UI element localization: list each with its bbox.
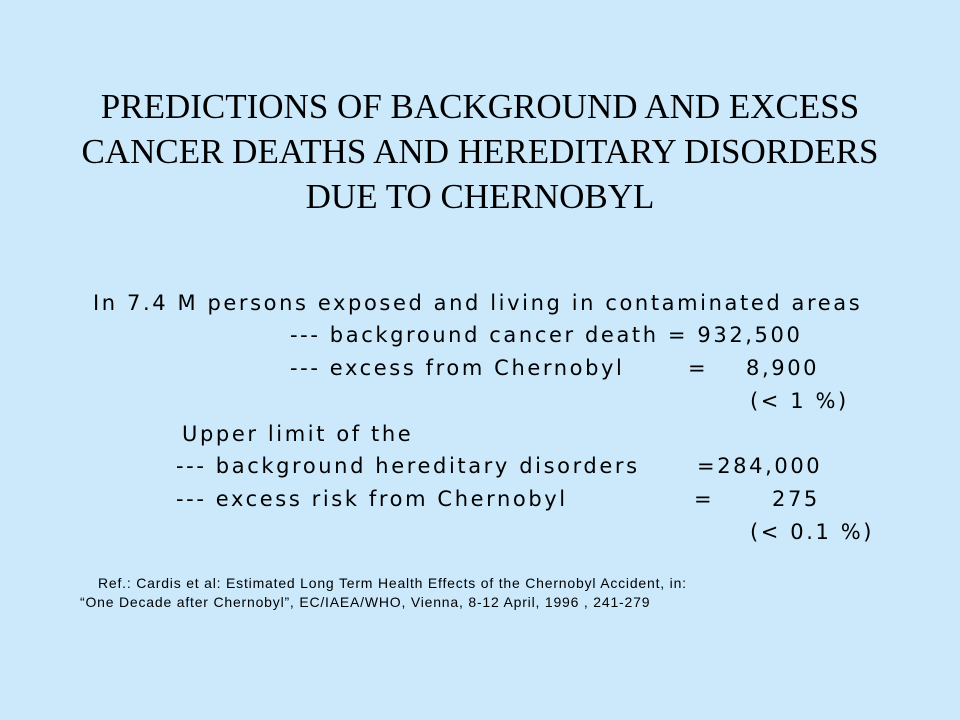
reference-line-1: Ref.: Cardis et al: Estimated Long Term Health Effects of the Chernobyl Accident, in: [98, 575, 687, 591]
excess-hereditary-equals: = [694, 487, 715, 511]
title-line-2: CANCER DEATHS AND HEREDITARY DISORDERS [81, 132, 879, 171]
background-cancer-death: --- background cancer death = 932,500 [290, 323, 803, 347]
reference-line-2: “One Decade after Chernobyl”, EC/IAEA/WHO, Vienna, 8-12 April, 1996 , 241-279 [80, 594, 651, 610]
excess-cancer-value: 8,900 [746, 356, 820, 380]
excess-cancer-percent: (< 1 %) [750, 389, 849, 413]
excess-hereditary-value: 275 [772, 487, 820, 511]
slide-title [0, 84, 960, 219]
population-intro: In 7.4 M persons exposed and living in contaminated areas [93, 291, 863, 315]
excess-cancer-equals: = [688, 356, 709, 380]
title-line-1: PREDICTIONS OF BACKGROUND AND EXCESS [100, 87, 860, 126]
excess-hereditary-label: --- excess risk from Chernobyl [176, 487, 568, 511]
title-line-3: DUE TO CHERNOBYL [305, 177, 655, 216]
background-hereditary-value: =284,000 [697, 454, 823, 478]
excess-hereditary-percent: (< 0.1 %) [750, 520, 875, 544]
excess-cancer-label: --- excess from Chernobyl [290, 356, 625, 380]
upper-limit-heading: Upper limit of the [182, 422, 414, 446]
background-hereditary-label: --- background hereditary disorders [176, 454, 640, 478]
